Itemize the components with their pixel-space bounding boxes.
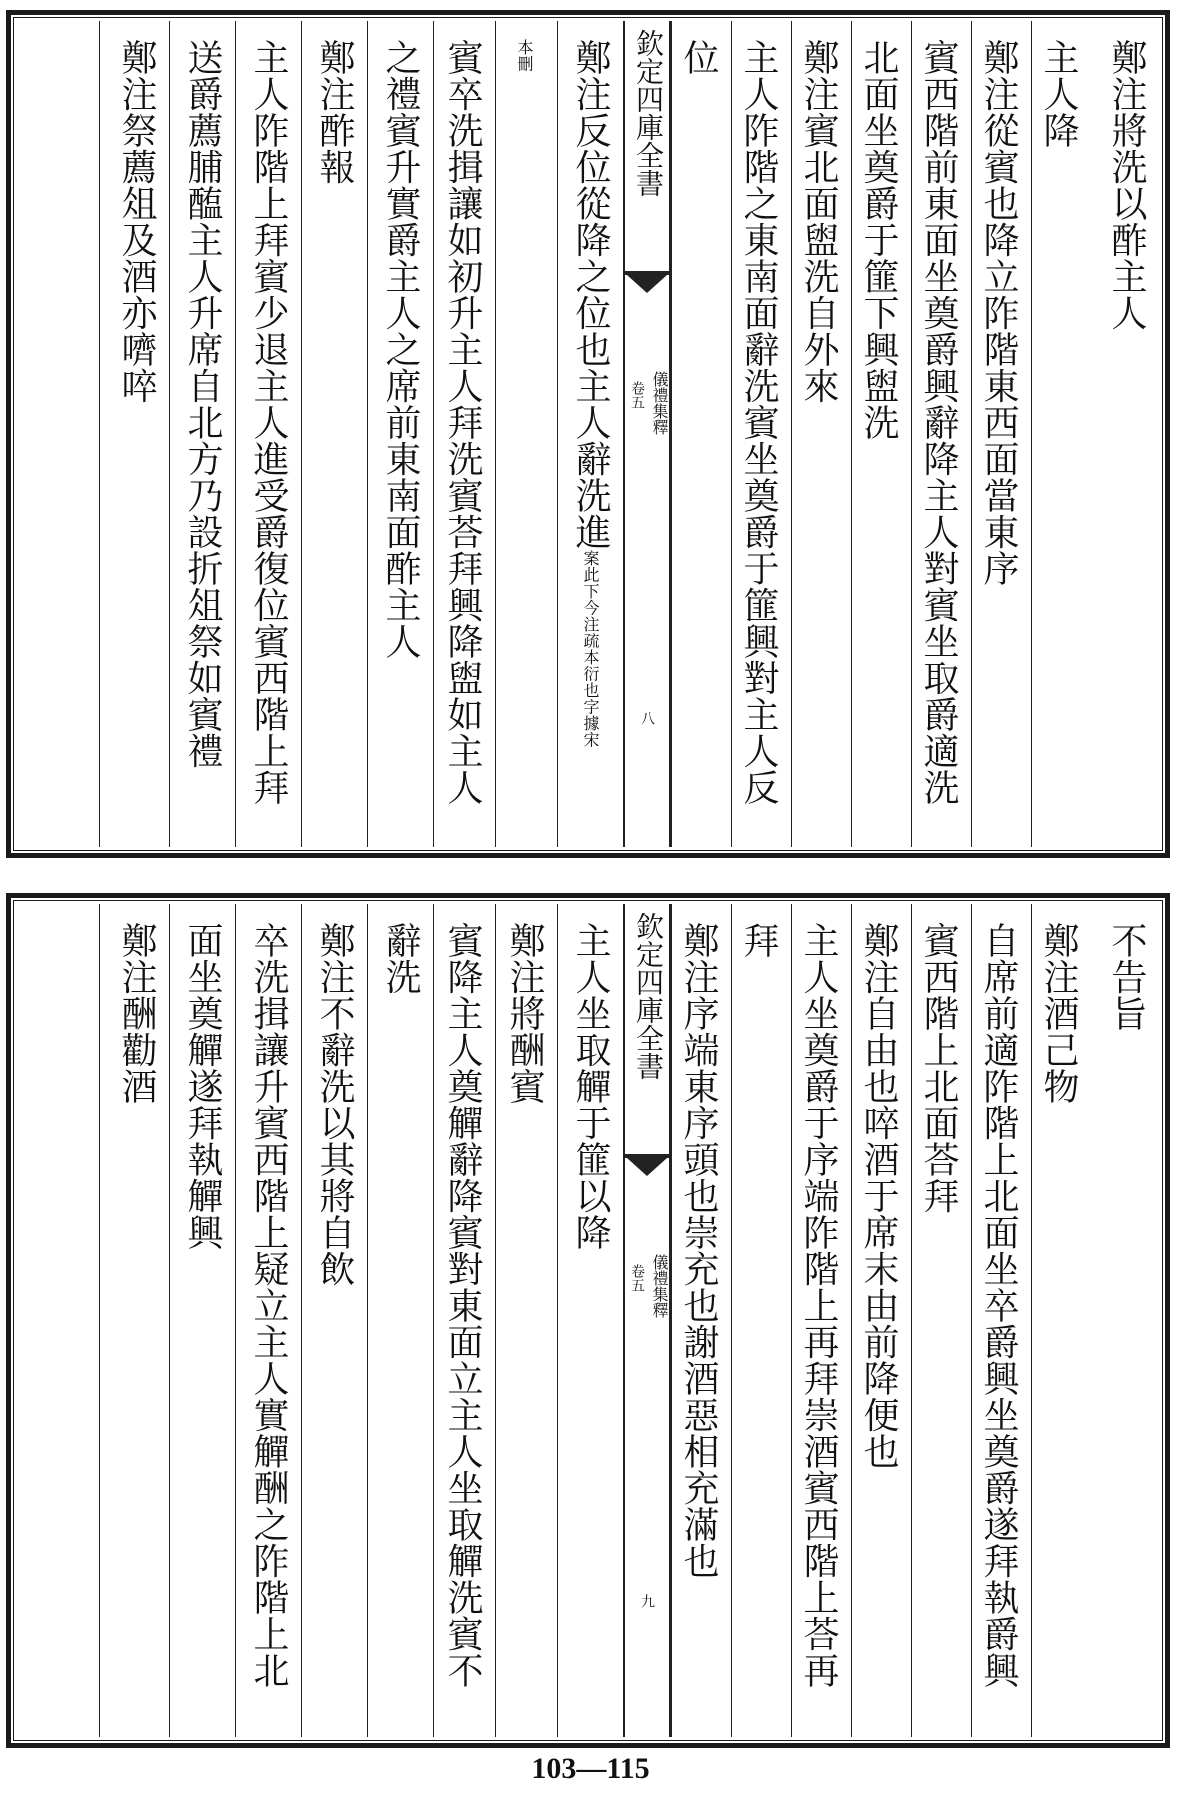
page-lower <box>6 893 1170 1748</box>
column-text: 賓西階前東面坐奠爵興辭降主人對賓坐取爵適洗 <box>918 39 959 806</box>
column-text: 鄭注從賓也降立阼階東西面當東序 <box>978 39 1019 587</box>
text-column <box>911 904 971 1737</box>
text-column <box>851 21 911 847</box>
column-text: 鄭注酬勸酒 <box>116 922 157 1105</box>
column-text: 送爵薦脯醢主人升席自北方乃設折俎祭如賓禮 <box>182 39 223 769</box>
page-upper <box>6 10 1170 858</box>
text-column <box>971 21 1031 847</box>
text-column <box>791 904 851 1737</box>
column-text: 鄭注將洗以酢主人 <box>1106 39 1147 331</box>
column-text: 不告旨 <box>1106 922 1147 1032</box>
book-title: 儀禮集釋 <box>650 1254 669 1318</box>
text-column <box>911 21 971 847</box>
column-text: 位 <box>678 39 719 76</box>
column-text: 鄭注酢報 <box>314 39 355 185</box>
fishtail-ornament <box>625 271 669 297</box>
column-text: 拜 <box>738 922 779 959</box>
column-text: 鄭注祭薦俎及酒亦嚌啐 <box>116 39 157 404</box>
page-number: 八 <box>639 711 655 725</box>
column-text: 面坐奠觶遂拜執觶興 <box>182 922 223 1251</box>
text-column <box>851 904 911 1737</box>
column-text: 鄭注自由也啐酒于席末由前降便也 <box>858 922 899 1470</box>
column-text: 主人坐取觶于篚以降 <box>570 922 611 1251</box>
text-column <box>495 904 557 1737</box>
text-column <box>99 904 169 1737</box>
text-column <box>169 904 235 1737</box>
center-fold <box>623 21 671 847</box>
text-column <box>1031 21 1091 847</box>
text-column <box>433 904 495 1737</box>
text-column <box>1031 904 1091 1737</box>
column-text: 賓卒洗揖讓如初升主人拜洗賓荅拜興降盥如主人 <box>442 39 483 806</box>
text-column <box>791 21 851 847</box>
annotation-note: 案此下今注疏本衍也字據宋 <box>581 550 600 748</box>
text-column <box>433 21 495 847</box>
text-column <box>557 904 623 1737</box>
book-series-title: 欽定四庫全書 <box>632 912 665 1080</box>
text-column <box>235 904 301 1737</box>
column-text: 之禮賓升實爵主人之席前東南面酢主人 <box>380 39 421 660</box>
page-lower-columns <box>17 904 1159 1737</box>
text-column <box>671 21 731 847</box>
text-column <box>301 904 367 1737</box>
page-code: 103—115 <box>531 1752 650 1785</box>
page-number: 九 <box>639 1594 655 1608</box>
column-text: 北面坐奠爵于篚下興盥洗 <box>858 39 899 441</box>
column-text: 卒洗揖讓升賓西階上疑立主人實觶酬之阼階上北 <box>248 922 289 1689</box>
text-column <box>1091 904 1159 1737</box>
text-column <box>235 21 301 847</box>
book-series-title: 欽定四庫全書 <box>632 29 665 197</box>
center-fold <box>623 904 671 1737</box>
text-column <box>169 21 235 847</box>
column-text: 鄭注序端東序頭也崇充也謝酒惡相充滿也 <box>678 922 719 1579</box>
column-text: 辭洗 <box>380 922 421 995</box>
text-column <box>495 21 557 847</box>
book-title: 儀禮集釋 <box>650 371 669 435</box>
text-column <box>367 904 433 1737</box>
annotation-note: 本刪 <box>515 39 534 72</box>
column-text: 鄭注酒己物 <box>1038 922 1079 1105</box>
column-text: 自席前適阼階上北面坐卒爵興坐奠爵遂拜執爵興 <box>978 922 1019 1689</box>
text-column <box>301 21 367 847</box>
text-column <box>731 21 791 847</box>
column-text: 賓降主人奠觶辭降賓對東面立主人坐取觶洗賓不 <box>442 922 483 1689</box>
column-text: 鄭注將酬賓 <box>504 922 545 1105</box>
juan-label: 卷五 <box>629 381 645 409</box>
juan-label: 卷五 <box>629 1264 645 1292</box>
page-upper-columns <box>17 21 1159 847</box>
column-text: 鄭注反位從降之位也主人辭洗進 <box>570 39 611 550</box>
column-text: 主人阼階上拜賓少退主人進受爵復位賓西階上拜 <box>248 39 289 806</box>
text-column <box>1091 21 1159 847</box>
column-text: 主人降 <box>1038 39 1079 149</box>
text-column <box>557 21 623 847</box>
column-text: 鄭注不辭洗以其將自飲 <box>314 922 355 1287</box>
text-column <box>971 904 1031 1737</box>
column-text: 鄭注賓北面盥洗自外來 <box>798 39 839 404</box>
text-column <box>367 21 433 847</box>
column-text: 主人坐奠爵于序端阼階上再拜崇酒賓西階上荅再 <box>798 922 839 1689</box>
text-column <box>671 904 731 1737</box>
column-text: 賓西階上北面荅拜 <box>918 922 959 1214</box>
fishtail-ornament <box>625 1154 669 1180</box>
column-text: 主人阼階之東南面辭洗賓坐奠爵于篚興對主人反 <box>738 39 779 806</box>
text-column <box>99 21 169 847</box>
text-column <box>731 904 791 1737</box>
